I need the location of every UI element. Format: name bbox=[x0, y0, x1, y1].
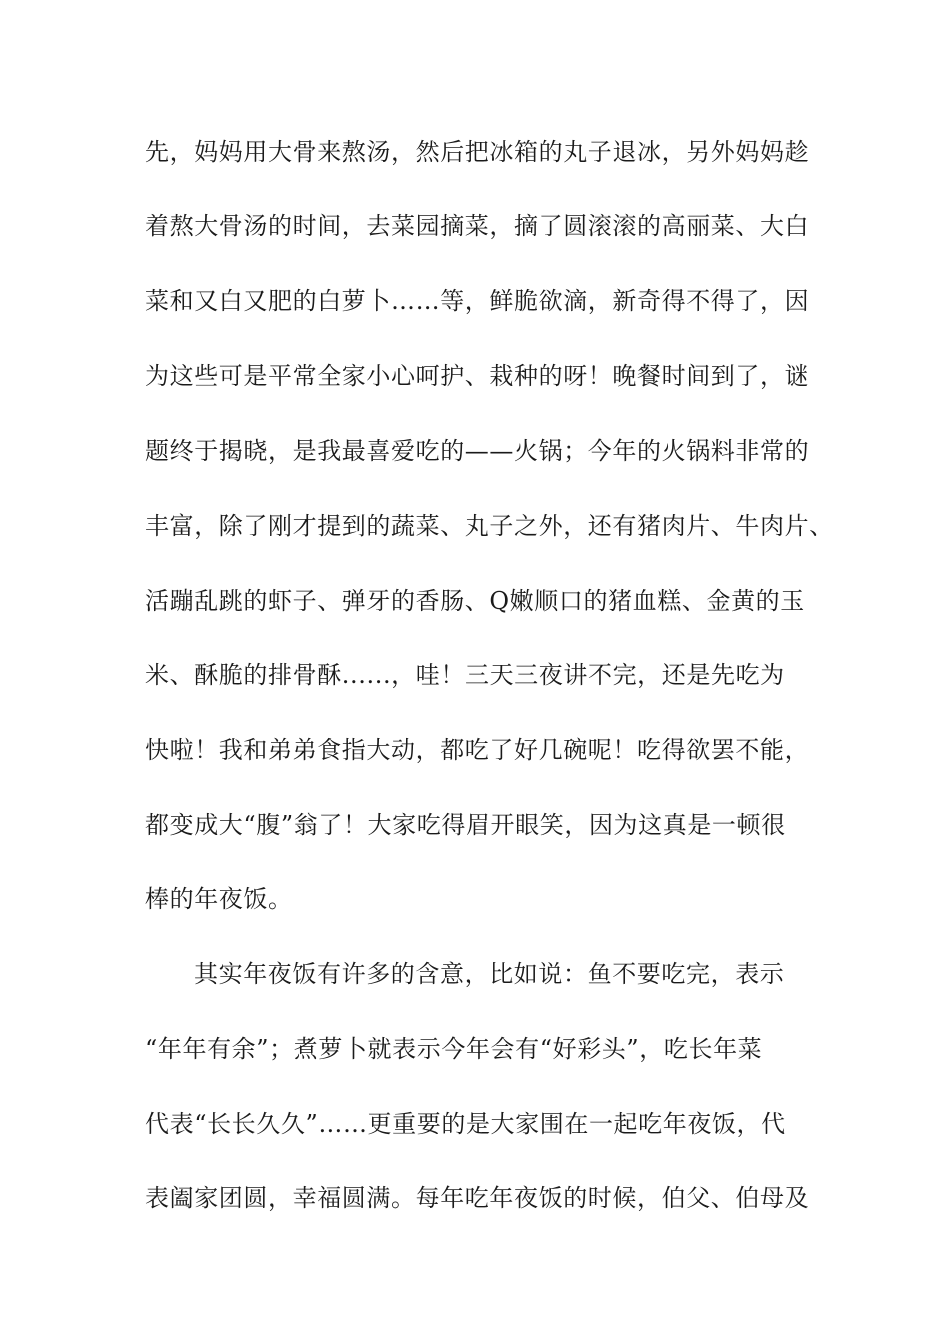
paragraph-2-line-3: 代表“长长久久”……更重要的是大家围在一起吃年夜饭，代 bbox=[145, 1110, 786, 1138]
paragraph-1-line-4: 为这些可是平常全家小心呵护、栽种的呀！晚餐时间到了，谜 bbox=[145, 362, 810, 390]
paragraph-1-line-8: 米、酥脆的排骨酥......，哇！三天三夜讲不完，还是先吃为 bbox=[145, 661, 785, 689]
paragraph-1-line-5: 题终于揭晓，是我最喜爱吃的——火锅；今年的火锅料非常的 bbox=[145, 437, 810, 465]
paragraph-1-line-6: 丰富，除了刚才提到的蔬菜、丸子之外，还有猪肉片、牛肉片、 bbox=[145, 512, 834, 540]
paragraph-1-line-10: 都变成大“腹”翁了！大家吃得眉开眼笑，因为这真是一顿很 bbox=[145, 811, 786, 839]
paragraph-1-line-3: 菜和又白又肥的白萝卜……等，鲜脆欲滴，新奇得不得了，因 bbox=[145, 287, 810, 315]
paragraph-1-line-7: 活蹦乱跳的虾子、弹牙的香肠、Q嫩顺口的猪血糕、金黄的玉 bbox=[145, 587, 805, 615]
paragraph-2-line-2: “年年有余”；煮萝卜就表示今年会有“好彩头”，吃长年菜 bbox=[145, 1035, 763, 1063]
paragraph-1-line-11: 棒的年夜饭。 bbox=[145, 885, 293, 913]
paragraph-1-line-9: 快啦！我和弟弟食指大动，都吃了好几碗呢！吃得欲罢不能， bbox=[145, 736, 810, 764]
paragraph-1-line-1: 先，妈妈用大骨来熬汤，然后把冰箱的丸子退冰，另外妈妈趁 bbox=[145, 138, 810, 166]
paragraph-1-line-2: 着熬大骨汤的时间，去菜园摘菜，摘了圆滚滚的高丽菜、大白 bbox=[145, 212, 810, 240]
paragraph-2-line-1: 其实年夜饭有许多的含意，比如说：鱼不要吃完，表示 bbox=[194, 960, 785, 988]
paragraph-2-line-4: 表阖家团圆，幸福圆满。每年吃年夜饭的时候，伯父、伯母及 bbox=[145, 1184, 810, 1212]
